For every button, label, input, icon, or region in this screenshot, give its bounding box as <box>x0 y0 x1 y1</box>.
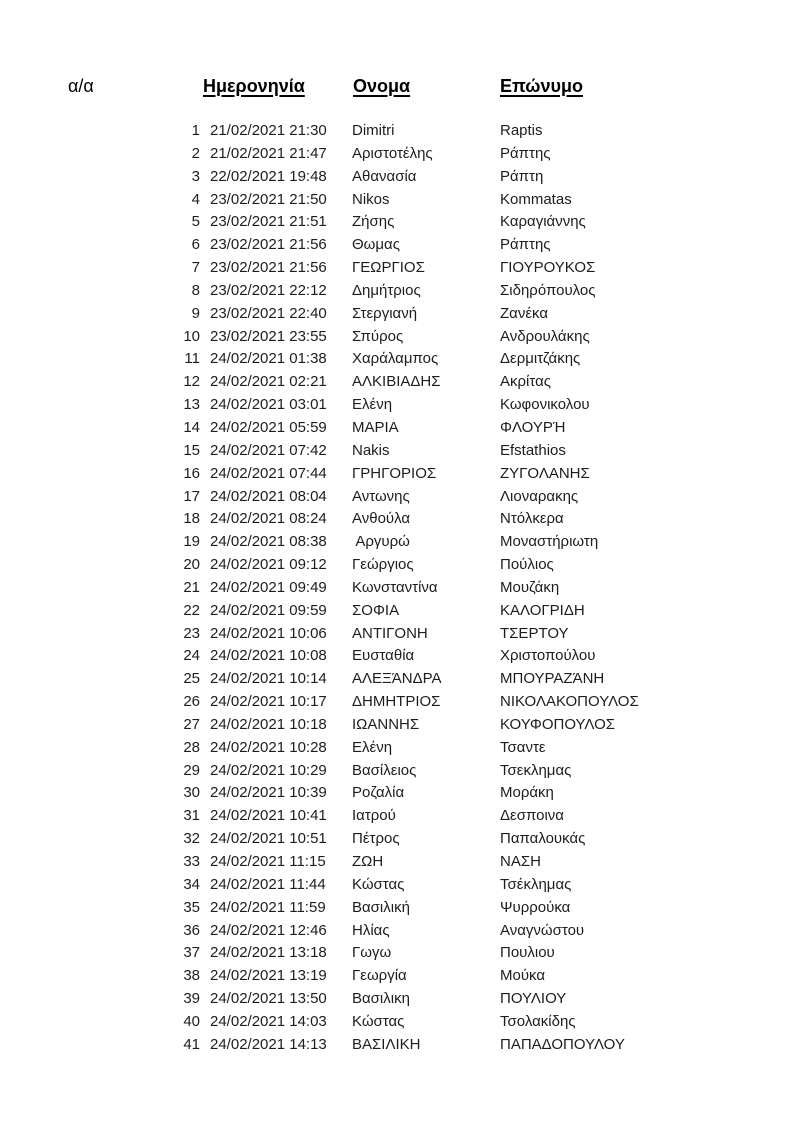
row-datetime: 24/02/2021 10:18 <box>210 715 327 733</box>
row-first-name: Αθανασία <box>352 167 417 185</box>
row-last-name: ΓΙΟΥΡΟΥΚΟΣ <box>500 259 596 277</box>
row-index: 26 <box>183 693 200 711</box>
row-first-name: Αργυρώ <box>352 533 410 551</box>
row-index: 11 <box>184 350 200 368</box>
row-datetime: 24/02/2021 13:50 <box>210 990 327 1008</box>
row-index: 35 <box>183 898 200 916</box>
table-row <box>0 440 799 463</box>
row-last-name: ΦΛΟΥΡΉ <box>500 418 566 436</box>
row-datetime: 21/02/2021 21:47 <box>210 144 327 162</box>
row-last-name: ΠΟΥΛΙΟΥ <box>500 990 567 1008</box>
row-datetime: 24/02/2021 10:28 <box>210 738 327 756</box>
row-first-name: ΔΗΜΗΤΡΙΟΣ <box>352 693 441 711</box>
row-datetime: 24/02/2021 10:08 <box>210 647 327 665</box>
row-index: 30 <box>183 784 200 802</box>
column-header-index: α/α <box>68 76 94 96</box>
row-datetime: 24/02/2021 12:46 <box>210 921 327 939</box>
table-row <box>0 920 799 943</box>
row-datetime: 24/02/2021 05:59 <box>210 418 327 436</box>
row-last-name: Πούλιος <box>500 556 554 574</box>
row-datetime: 24/02/2021 02:21 <box>210 373 327 391</box>
row-index: 27 <box>183 715 200 733</box>
row-index: 6 <box>191 236 200 254</box>
row-last-name: Ακρίτας <box>500 373 551 391</box>
table-row <box>0 782 799 805</box>
row-first-name: Nakis <box>352 441 390 459</box>
row-index: 24 <box>183 647 200 665</box>
row-datetime: 24/02/2021 14:13 <box>210 1035 327 1053</box>
row-index: 34 <box>183 875 200 893</box>
row-datetime: 24/02/2021 01:38 <box>210 350 327 368</box>
row-datetime: 24/02/2021 07:44 <box>210 464 327 482</box>
row-datetime: 24/02/2021 13:19 <box>210 967 327 985</box>
row-datetime: 24/02/2021 09:59 <box>210 601 327 619</box>
row-first-name: Δημήτριος <box>352 281 421 299</box>
table-row <box>0 189 799 212</box>
row-index: 29 <box>183 761 200 779</box>
row-first-name: Ανθούλα <box>352 510 411 528</box>
table-row <box>0 417 799 440</box>
row-index: 15 <box>183 441 200 459</box>
row-datetime: 21/02/2021 21:30 <box>210 122 327 139</box>
row-datetime: 23/02/2021 21:51 <box>210 213 327 231</box>
row-last-name: Χριστοπούλου <box>500 647 596 665</box>
row-last-name: Kommatas <box>500 190 572 208</box>
row-first-name: Ιατρού <box>352 807 396 825</box>
row-first-name: Κωνσταντίνα <box>352 578 438 596</box>
table-row <box>0 326 799 349</box>
table-row <box>0 897 799 920</box>
row-last-name: Μουζάκη <box>500 578 560 596</box>
row-last-name: Ψυρρούκα <box>500 898 571 916</box>
row-first-name: Βασιλικη <box>352 990 410 1008</box>
row-last-name: Τσεκλημας <box>500 761 572 779</box>
row-first-name: Ελένη <box>352 738 393 756</box>
row-first-name: Κώστας <box>352 1012 405 1030</box>
row-last-name: ΝΑΣΗ <box>500 853 541 870</box>
table-row <box>0 508 799 531</box>
row-datetime: 24/02/2021 07:42 <box>210 441 327 459</box>
table-row <box>0 645 799 668</box>
row-last-name: Τσαντε <box>500 738 546 756</box>
row-index: 3 <box>191 167 200 185</box>
row-index: 25 <box>183 670 200 688</box>
row-first-name: Ροζαλία <box>352 784 405 802</box>
row-first-name: ΣΟΦΙΑ <box>352 601 400 619</box>
row-index: 21 <box>183 578 200 596</box>
row-last-name: ΜΠΟΥΡΑΖΆΝΗ <box>500 670 605 688</box>
row-last-name: Efstathios <box>500 441 566 459</box>
row-index: 7 <box>191 259 200 277</box>
row-first-name: ΑΝΤΙΓΟΝΗ <box>352 624 428 642</box>
row-first-name: Χαράλαμπος <box>352 350 439 368</box>
row-first-name: Dimitri <box>352 122 395 139</box>
row-last-name: Ζανέκα <box>500 304 549 322</box>
row-datetime: 23/02/2021 22:12 <box>210 281 327 299</box>
row-first-name: Nikos <box>352 190 390 208</box>
row-datetime: 24/02/2021 11:59 <box>210 898 326 916</box>
row-first-name: Ελένη <box>352 396 393 414</box>
table-row <box>0 234 799 257</box>
row-index: 1 <box>191 122 200 139</box>
row-last-name: ΤΣΕΡΤΟΥ <box>500 624 569 642</box>
row-last-name: Σιδηρόπουλος <box>500 281 596 299</box>
row-datetime: 24/02/2021 10:06 <box>210 624 327 642</box>
row-last-name: Ράπτης <box>500 236 551 254</box>
row-first-name: Γεωργία <box>352 967 407 985</box>
table-row <box>0 280 799 303</box>
table-row <box>0 257 799 280</box>
row-datetime: 24/02/2021 10:29 <box>210 761 327 779</box>
row-first-name: Βασίλειος <box>352 761 417 779</box>
table-row <box>0 531 799 554</box>
table-row <box>0 737 799 760</box>
row-first-name: ΒΑΣΙΛΙΚΗ <box>352 1035 421 1053</box>
table-row <box>0 965 799 988</box>
row-first-name: ΖΩΗ <box>352 853 384 870</box>
row-index: 32 <box>183 830 200 848</box>
row-last-name: Ντόλκερα <box>500 510 564 528</box>
row-last-name: Ράπτης <box>500 144 551 162</box>
row-last-name: Μοράκη <box>500 784 554 802</box>
table-row <box>0 394 799 417</box>
table-row <box>0 1011 799 1034</box>
table-row <box>0 760 799 783</box>
table-row <box>0 348 799 371</box>
row-datetime: 23/02/2021 21:56 <box>210 259 327 277</box>
table-row <box>0 1034 799 1057</box>
row-index: 16 <box>183 464 200 482</box>
row-last-name: Δεσποινα <box>500 807 564 825</box>
row-index: 22 <box>183 601 200 619</box>
row-datetime: 24/02/2021 08:38 <box>210 533 327 551</box>
row-datetime: 24/02/2021 13:18 <box>210 944 327 962</box>
row-last-name: Ανδρουλάκης <box>500 327 590 345</box>
row-first-name: ΑΛΕΞΆΝΔΡΑ <box>352 670 442 688</box>
row-datetime: 23/02/2021 21:56 <box>210 236 327 254</box>
row-datetime: 24/02/2021 09:49 <box>210 578 327 596</box>
table-row <box>0 577 799 600</box>
table-row <box>0 303 799 326</box>
row-index: 19 <box>183 533 200 551</box>
table-row <box>0 211 799 234</box>
row-index: 2 <box>191 144 200 162</box>
row-last-name: Raptis <box>500 122 543 139</box>
row-first-name: Στεργιανή <box>352 304 418 322</box>
row-datetime: 22/02/2021 19:48 <box>210 167 327 185</box>
column-header-lastname: Επώνυμο <box>500 76 583 96</box>
row-datetime: 23/02/2021 21:50 <box>210 190 327 208</box>
row-datetime: 23/02/2021 22:40 <box>210 304 327 322</box>
row-first-name: ΑΛΚΙΒΙΑΔΗΣ <box>352 373 441 391</box>
table-row <box>0 874 799 897</box>
row-datetime: 24/02/2021 09:12 <box>210 556 327 574</box>
row-index: 17 <box>183 487 200 505</box>
row-datetime: 24/02/2021 10:51 <box>210 830 327 848</box>
table-row <box>0 486 799 509</box>
table-row <box>0 143 799 166</box>
row-first-name: ΜΑΡΙΑ <box>352 418 399 436</box>
row-last-name: ΖΥΓΟΛΑΝΗΣ <box>500 464 590 482</box>
row-datetime: 24/02/2021 10:17 <box>210 693 327 711</box>
row-last-name: ΚΟΥΦΟΠΟΥΛΟΣ <box>500 715 616 733</box>
row-first-name: Αριστοτέλης <box>352 144 433 162</box>
row-first-name: ΙΩΑΝΝΗΣ <box>352 715 420 733</box>
row-index: 13 <box>183 396 200 414</box>
row-last-name: Ράπτη <box>500 167 544 185</box>
row-index: 38 <box>183 967 200 985</box>
row-last-name: Μούκα <box>500 967 546 985</box>
row-last-name: Καραγιάννης <box>500 213 586 231</box>
row-datetime: 24/02/2021 14:03 <box>210 1012 327 1030</box>
row-index: 40 <box>183 1012 200 1030</box>
row-index: 36 <box>183 921 200 939</box>
row-datetime: 23/02/2021 23:55 <box>210 327 327 345</box>
table-row <box>0 942 799 965</box>
row-last-name: Λιοναρακης <box>500 487 579 505</box>
row-first-name: Ηλίας <box>352 921 390 939</box>
column-header-firstname: Ονομα <box>353 76 411 96</box>
row-last-name: Τσέκλημας <box>500 875 572 893</box>
row-index: 14 <box>183 418 200 436</box>
row-first-name: Πέτρος <box>352 830 400 848</box>
row-index: 31 <box>183 807 200 825</box>
row-index: 8 <box>191 281 200 299</box>
column-header-date: Ημερονηνία <box>203 76 305 96</box>
row-index: 10 <box>183 327 200 345</box>
row-datetime: 24/02/2021 08:24 <box>210 510 327 528</box>
row-index: 18 <box>183 510 200 528</box>
row-last-name: ΚΑΛΟΓΡΙΔΗ <box>500 601 585 619</box>
row-index: 28 <box>183 738 200 756</box>
table-row <box>0 554 799 577</box>
table-row <box>0 805 799 828</box>
row-first-name: Γωγω <box>352 944 392 962</box>
row-last-name: Πουλιου <box>500 944 555 962</box>
row-last-name: Μοναστήριωτη <box>500 533 599 551</box>
row-first-name: Ευσταθία <box>352 647 415 665</box>
row-index: 9 <box>191 304 200 322</box>
row-first-name: Βασιλική <box>352 898 410 916</box>
row-datetime: 24/02/2021 08:04 <box>210 487 327 505</box>
row-index: 41 <box>183 1035 200 1053</box>
table-row <box>0 851 799 874</box>
row-last-name: Κωφονικολου <box>500 396 590 414</box>
table-row <box>0 120 799 143</box>
records-list <box>0 120 799 1057</box>
table-header <box>0 75 799 101</box>
row-last-name: ΝΙΚΟΛΑΚΟΠΟΥΛΟΣ <box>500 693 639 711</box>
row-datetime: 24/02/2021 11:15 <box>210 853 326 870</box>
row-first-name: Θωμας <box>352 236 400 254</box>
table-row <box>0 166 799 189</box>
row-first-name: ΓΡΗΓΟΡΙΟΣ <box>352 464 437 482</box>
row-last-name: Δερμιτζάκης <box>500 350 581 368</box>
row-datetime: 24/02/2021 03:01 <box>210 396 327 414</box>
row-first-name: Σπύρος <box>352 327 404 345</box>
row-last-name: ΠΑΠΑΔΟΠΟΥΛΟΥ <box>500 1035 625 1053</box>
row-index: 33 <box>183 853 200 870</box>
table-row <box>0 988 799 1011</box>
row-datetime: 24/02/2021 10:14 <box>210 670 327 688</box>
row-last-name: Αναγνώστου <box>500 921 585 939</box>
row-first-name: ΓΕΩΡΓΙΟΣ <box>352 259 425 277</box>
table-row <box>0 668 799 691</box>
row-index: 39 <box>183 990 200 1008</box>
table-row <box>0 828 799 851</box>
row-last-name: Τσολακίδης <box>500 1012 576 1030</box>
row-datetime: 24/02/2021 10:39 <box>210 784 327 802</box>
row-first-name: Γεώργιος <box>352 556 414 574</box>
row-index: 12 <box>183 373 200 391</box>
row-datetime: 24/02/2021 11:44 <box>210 875 326 893</box>
table-row <box>0 463 799 486</box>
row-datetime: 24/02/2021 10:41 <box>210 807 327 825</box>
row-first-name: Αντωνης <box>352 487 410 505</box>
row-first-name: Κώστας <box>352 875 405 893</box>
row-index: 20 <box>183 556 200 574</box>
row-first-name: Ζήσης <box>352 213 395 231</box>
table-row <box>0 371 799 394</box>
row-index: 4 <box>191 190 200 208</box>
row-index: 5 <box>191 213 200 231</box>
row-last-name: Παπαλουκάς <box>500 830 586 848</box>
row-index: 23 <box>183 624 200 642</box>
row-index: 37 <box>183 944 200 962</box>
table-row <box>0 691 799 714</box>
table-row <box>0 623 799 646</box>
table-row <box>0 714 799 737</box>
table-row <box>0 600 799 623</box>
